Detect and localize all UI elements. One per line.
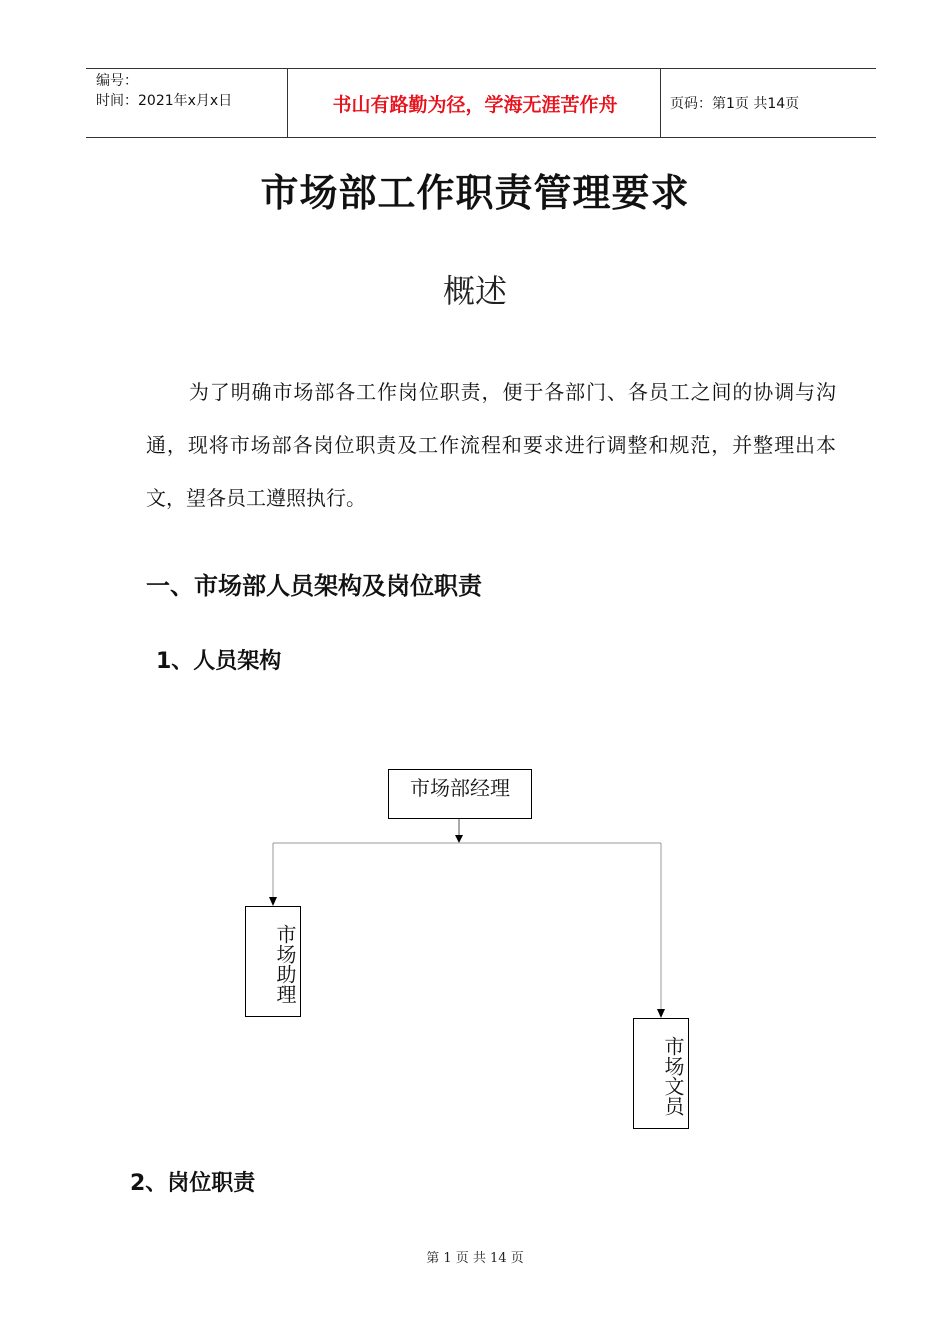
arrow-head (269, 897, 277, 906)
arrow-head (657, 1009, 665, 1018)
org-box-manager: 市场部经理 (388, 769, 532, 819)
header-motto: 书山有路勤为径，学海无涯苦作舟 (332, 93, 618, 116)
header-page-info: 页码：第1页 共14页 (670, 96, 800, 112)
number-label: 编号： (96, 73, 138, 89)
arrow-head (455, 835, 463, 843)
document-title: 市场部工作职责管理要求 (260, 171, 690, 215)
page-footer: 第 1 页 共 14 页 (426, 1251, 524, 1266)
org-box-assistant: 市场助理 (245, 906, 301, 1017)
document-subtitle: 概述 (442, 272, 507, 310)
time-label: 时间：2021年x月x日 (96, 93, 233, 109)
intro-text: 为了明确市场部各工作岗位职责，便于各部门、各员工之间的协调与沟通，现将市场部各岗位职责及工作流程和要求进行调整和规范，并整理出本文，望各员工遵照执行。 (146, 380, 836, 510)
subsection-heading-duties: 2、岗位职责 (130, 1171, 256, 1196)
section-heading: 一、市场部人员架构及岗位职责 (146, 572, 482, 600)
org-box-clerk: 市场文员 (633, 1018, 689, 1129)
subsection-heading-structure: 1、人员架构 (156, 649, 282, 674)
